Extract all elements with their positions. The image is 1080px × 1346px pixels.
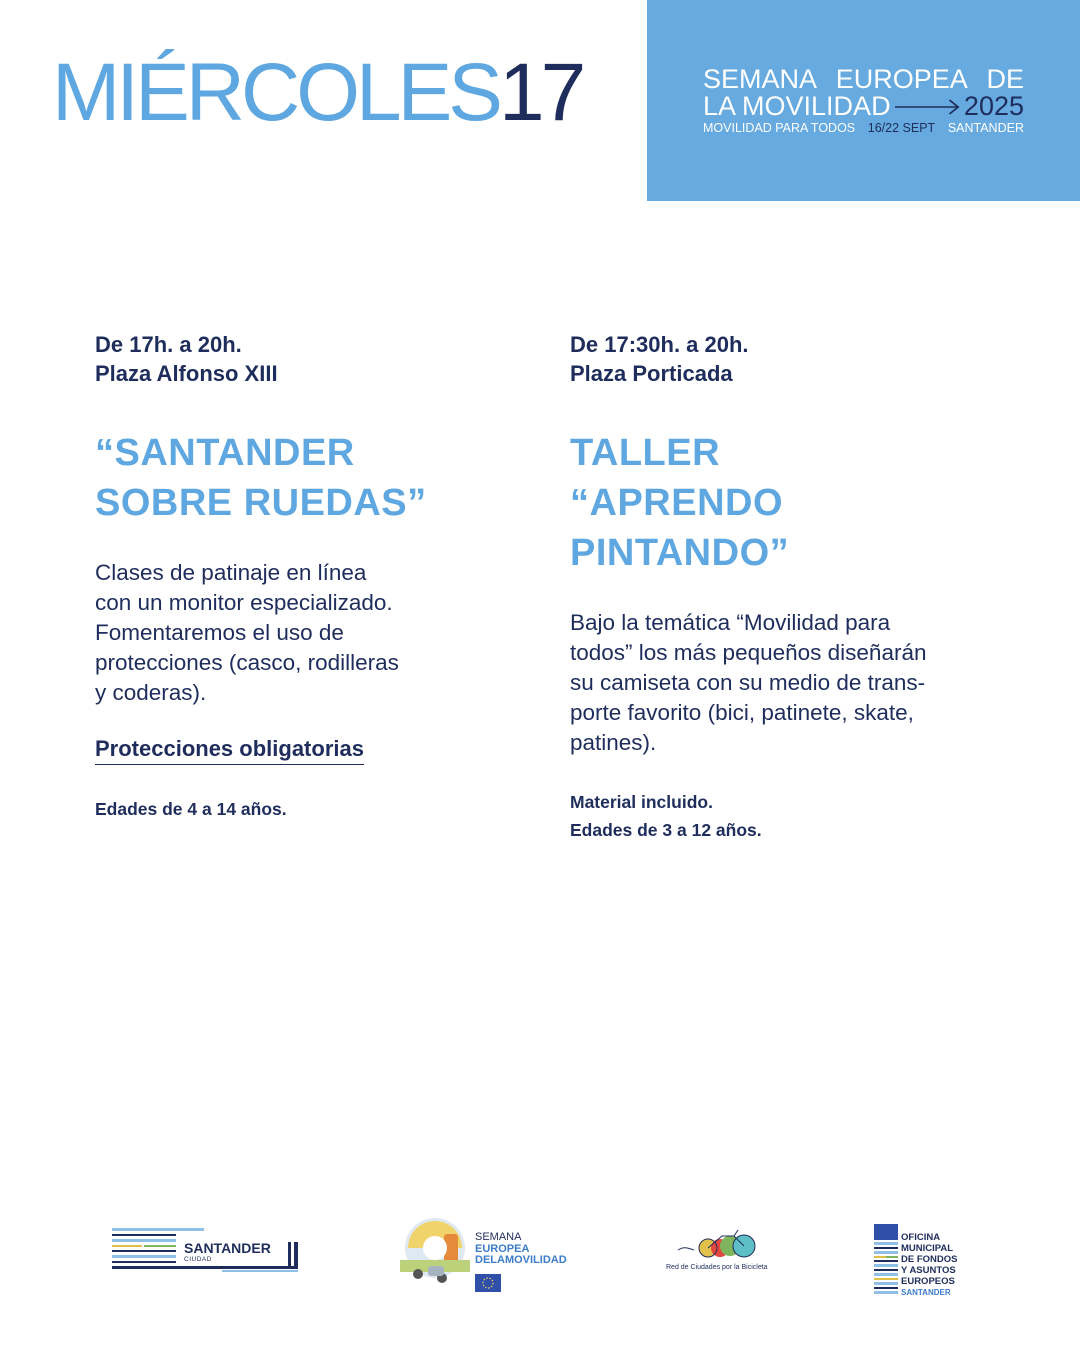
- logo-city: SANTANDER: [901, 1288, 951, 1297]
- age-range: Edades de 4 a 14 años.: [95, 799, 287, 819]
- event-name-line1: [703, 66, 1024, 93]
- logo-text: SANTANDER: [184, 1240, 271, 1256]
- desc-line: su camiseta con su medio de trans-: [570, 670, 926, 695]
- logo-text-line: DE FONDOS: [901, 1254, 958, 1265]
- logo-caption: Red de Ciudades por la Bicicleta: [666, 1264, 768, 1271]
- logo-text-line: DELAMOVILIDAD: [475, 1254, 567, 1266]
- event-card-santander-sobre-ruedas: [95, 330, 495, 823]
- material-note: Material incluido.: [570, 792, 713, 812]
- event-card-aprendo-pintando: [570, 330, 990, 844]
- logo-text: [901, 1232, 957, 1298]
- logo-text: [475, 1232, 567, 1267]
- arrow-right-icon: [895, 96, 960, 118]
- event-title: [95, 428, 495, 528]
- event-word-semana: SEMANA: [703, 64, 818, 94]
- event-time: De 17h. a 20h.: [95, 332, 242, 357]
- eu-flag-icon: [475, 1274, 501, 1292]
- event-description: [95, 558, 495, 708]
- event-word-movilidad: LA MOVILIDAD: [703, 91, 891, 121]
- semana-europea-movilidad-logo: [398, 1212, 576, 1297]
- desc-line: Clases de patinaje en línea: [95, 560, 367, 585]
- mobility-week-pin-icon: [398, 1212, 472, 1297]
- event-header-box: [647, 0, 1080, 201]
- age-range: Edades de 3 a 12 años.: [570, 820, 762, 840]
- day-name: MIÉRCOLES: [52, 47, 499, 138]
- event-tagline: [703, 121, 1024, 135]
- event-city: SANTANDER: [947, 121, 1024, 135]
- event-name-line2: [703, 93, 1024, 120]
- desc-line: patines).: [570, 730, 657, 755]
- logo-text-line: EUROPEOS: [901, 1276, 955, 1287]
- event-word-de: DE: [986, 64, 1024, 94]
- mandatory-protection-note: Protecciones obligatorias: [95, 736, 364, 765]
- title-line: “SANTANDER: [95, 432, 355, 474]
- title-line: PINTANDO”: [570, 532, 790, 574]
- page-title: [52, 47, 583, 138]
- desc-line: porte favorito (bici, patinete, skate,: [570, 700, 914, 725]
- event-dates: 16/22 SEPT: [867, 121, 936, 135]
- desc-line: Bajo la temática “Movilidad para: [570, 610, 891, 635]
- oficina-stripes-icon: [874, 1224, 900, 1300]
- event-time: De 17:30h. a 20h.: [570, 332, 749, 357]
- red-ciudades-bicicleta-logo: [664, 1226, 774, 1278]
- desc-line: con un monitor especializado.: [95, 590, 393, 615]
- event-place: Plaza Alfonso XIII: [95, 361, 278, 386]
- desc-line: Fomentaremos el uso de: [95, 620, 344, 645]
- day-number: 17: [499, 47, 583, 138]
- event-year: 2025: [963, 91, 1024, 121]
- event-word-europea: EUROPEA: [835, 64, 968, 94]
- logo-subtext: CIUDAD: [184, 1256, 212, 1263]
- event-place: Plaza Porticada: [570, 361, 733, 386]
- title-line: SOBRE RUEDAS”: [95, 482, 427, 524]
- logo-text-line: OFICINA: [901, 1232, 941, 1243]
- santander-ciudad-logo: [112, 1226, 300, 1274]
- tagline: MOVILIDAD PARA TODOS: [703, 121, 856, 135]
- logo-text-line: Y ASUNTOS: [901, 1265, 956, 1276]
- logo-text-line: MUNICIPAL: [901, 1243, 954, 1254]
- bicycle-icon: [664, 1226, 774, 1262]
- title-line: “APRENDO: [570, 482, 784, 524]
- event-title: [570, 428, 990, 578]
- logo-text-line: SEMANA: [475, 1231, 522, 1243]
- event-description: [570, 608, 990, 758]
- logo-text-line: EUROPEA: [475, 1242, 530, 1255]
- desc-line: protecciones (casco, rodilleras: [95, 650, 399, 675]
- oficina-fondos-europeos-logo: [874, 1224, 974, 1300]
- desc-line: todos” los más pequeños diseñarán: [570, 640, 927, 665]
- desc-line: y coderas).: [95, 680, 207, 705]
- title-line: TALLER: [570, 432, 721, 474]
